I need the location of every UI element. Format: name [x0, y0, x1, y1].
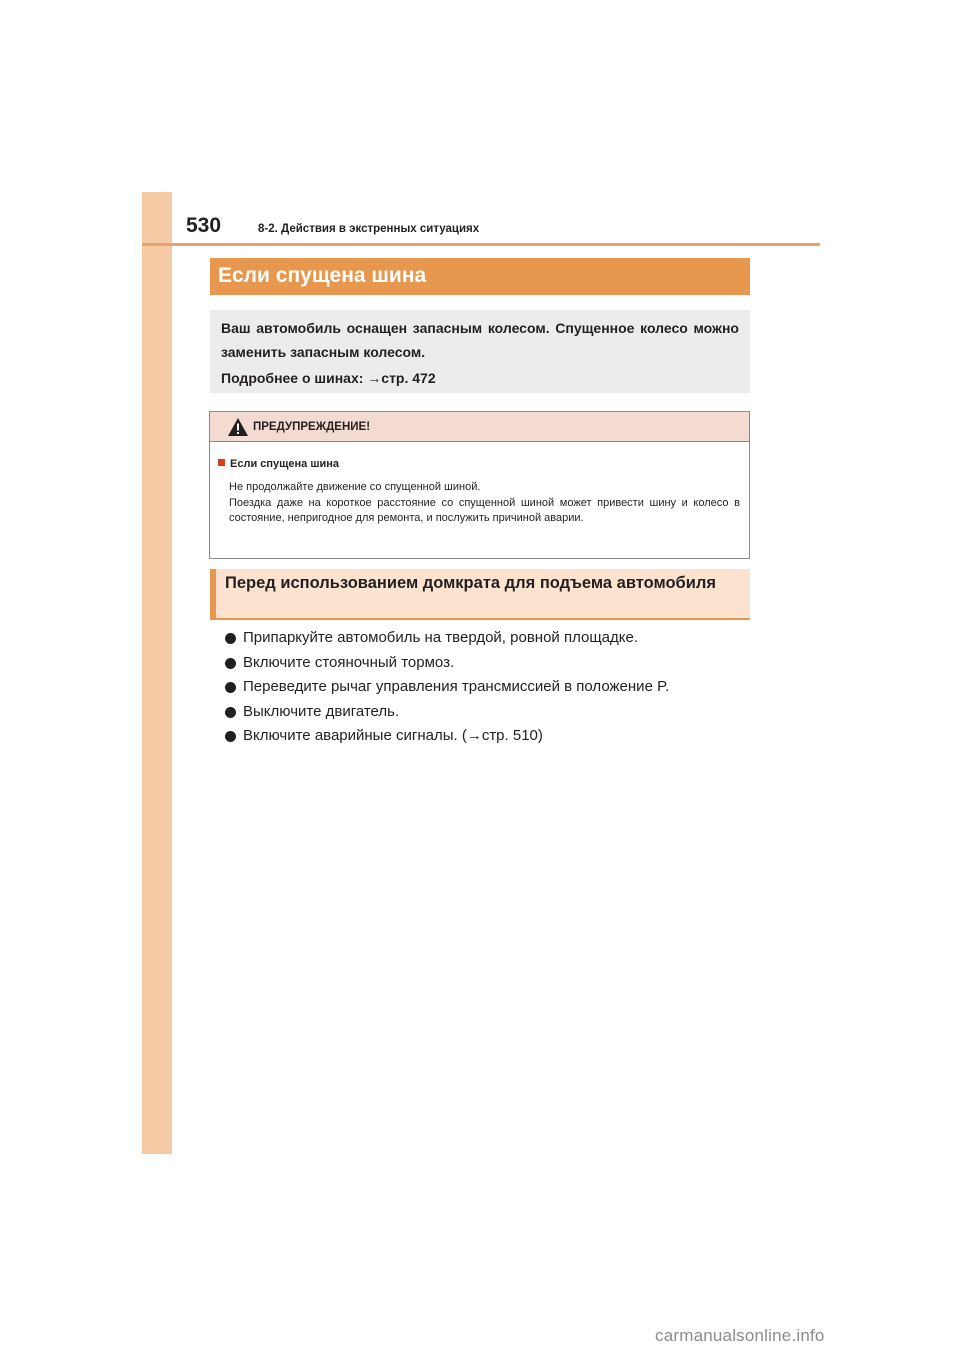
list-item-hazard-reference[interactable]: Включите аварийные сигналы. (→стр. 510) [225, 724, 669, 749]
warning-body [229, 480, 740, 527]
tire-details-link[interactable]: Подробнее о шинах: →стр. 472 [221, 370, 436, 386]
subsection-title: Перед использованием домкрата для подъема автомобиля [225, 574, 716, 592]
list-item: Припаркуйте автомобиль на твердой, ровной площадке. [225, 626, 669, 651]
warning-line: Не продолжайте движение со спущенной шиной. [229, 481, 481, 493]
warning-box [209, 411, 750, 559]
warning-subheading [218, 457, 339, 471]
list-item: Переведите рычаг управления трансмиссией в положение P. [225, 675, 669, 700]
section-label: 8-2. Действия в экстренных ситуациях [258, 223, 480, 235]
page-number: 530 [186, 214, 222, 237]
warning-header [210, 412, 749, 442]
page-title-bar [210, 258, 750, 295]
warning-heading: ПРЕДУПРЕЖДЕНИЕ! [253, 421, 371, 433]
list-item: Выключите двигатель. [225, 700, 669, 725]
preparation-list [225, 626, 669, 749]
list-item: Включите стояночный тормоз. [225, 651, 669, 676]
subsection-heading-bar [210, 569, 750, 620]
intro-box [210, 310, 750, 393]
page-title: Если спущена шина [218, 264, 427, 287]
warning-line: Поездка даже на короткое расстояние со спущенной шиной может привести шину и колесо в состояние, непригодное для ремонта, и послужить причиной аварии. [229, 496, 740, 525]
warning-subheading-text: Если спущена шина [230, 458, 340, 470]
square-bullet-icon [218, 459, 225, 466]
header-rule [142, 243, 820, 246]
intro-paragraph: Ваш автомобиль оснащен запасным колесом. Спущенное колесо можно заменить запасным колесом. [221, 320, 739, 360]
watermark: carmanualsonline.info [655, 1326, 825, 1345]
warning-triangle-icon [227, 417, 249, 437]
side-tab-strip [142, 192, 172, 1154]
